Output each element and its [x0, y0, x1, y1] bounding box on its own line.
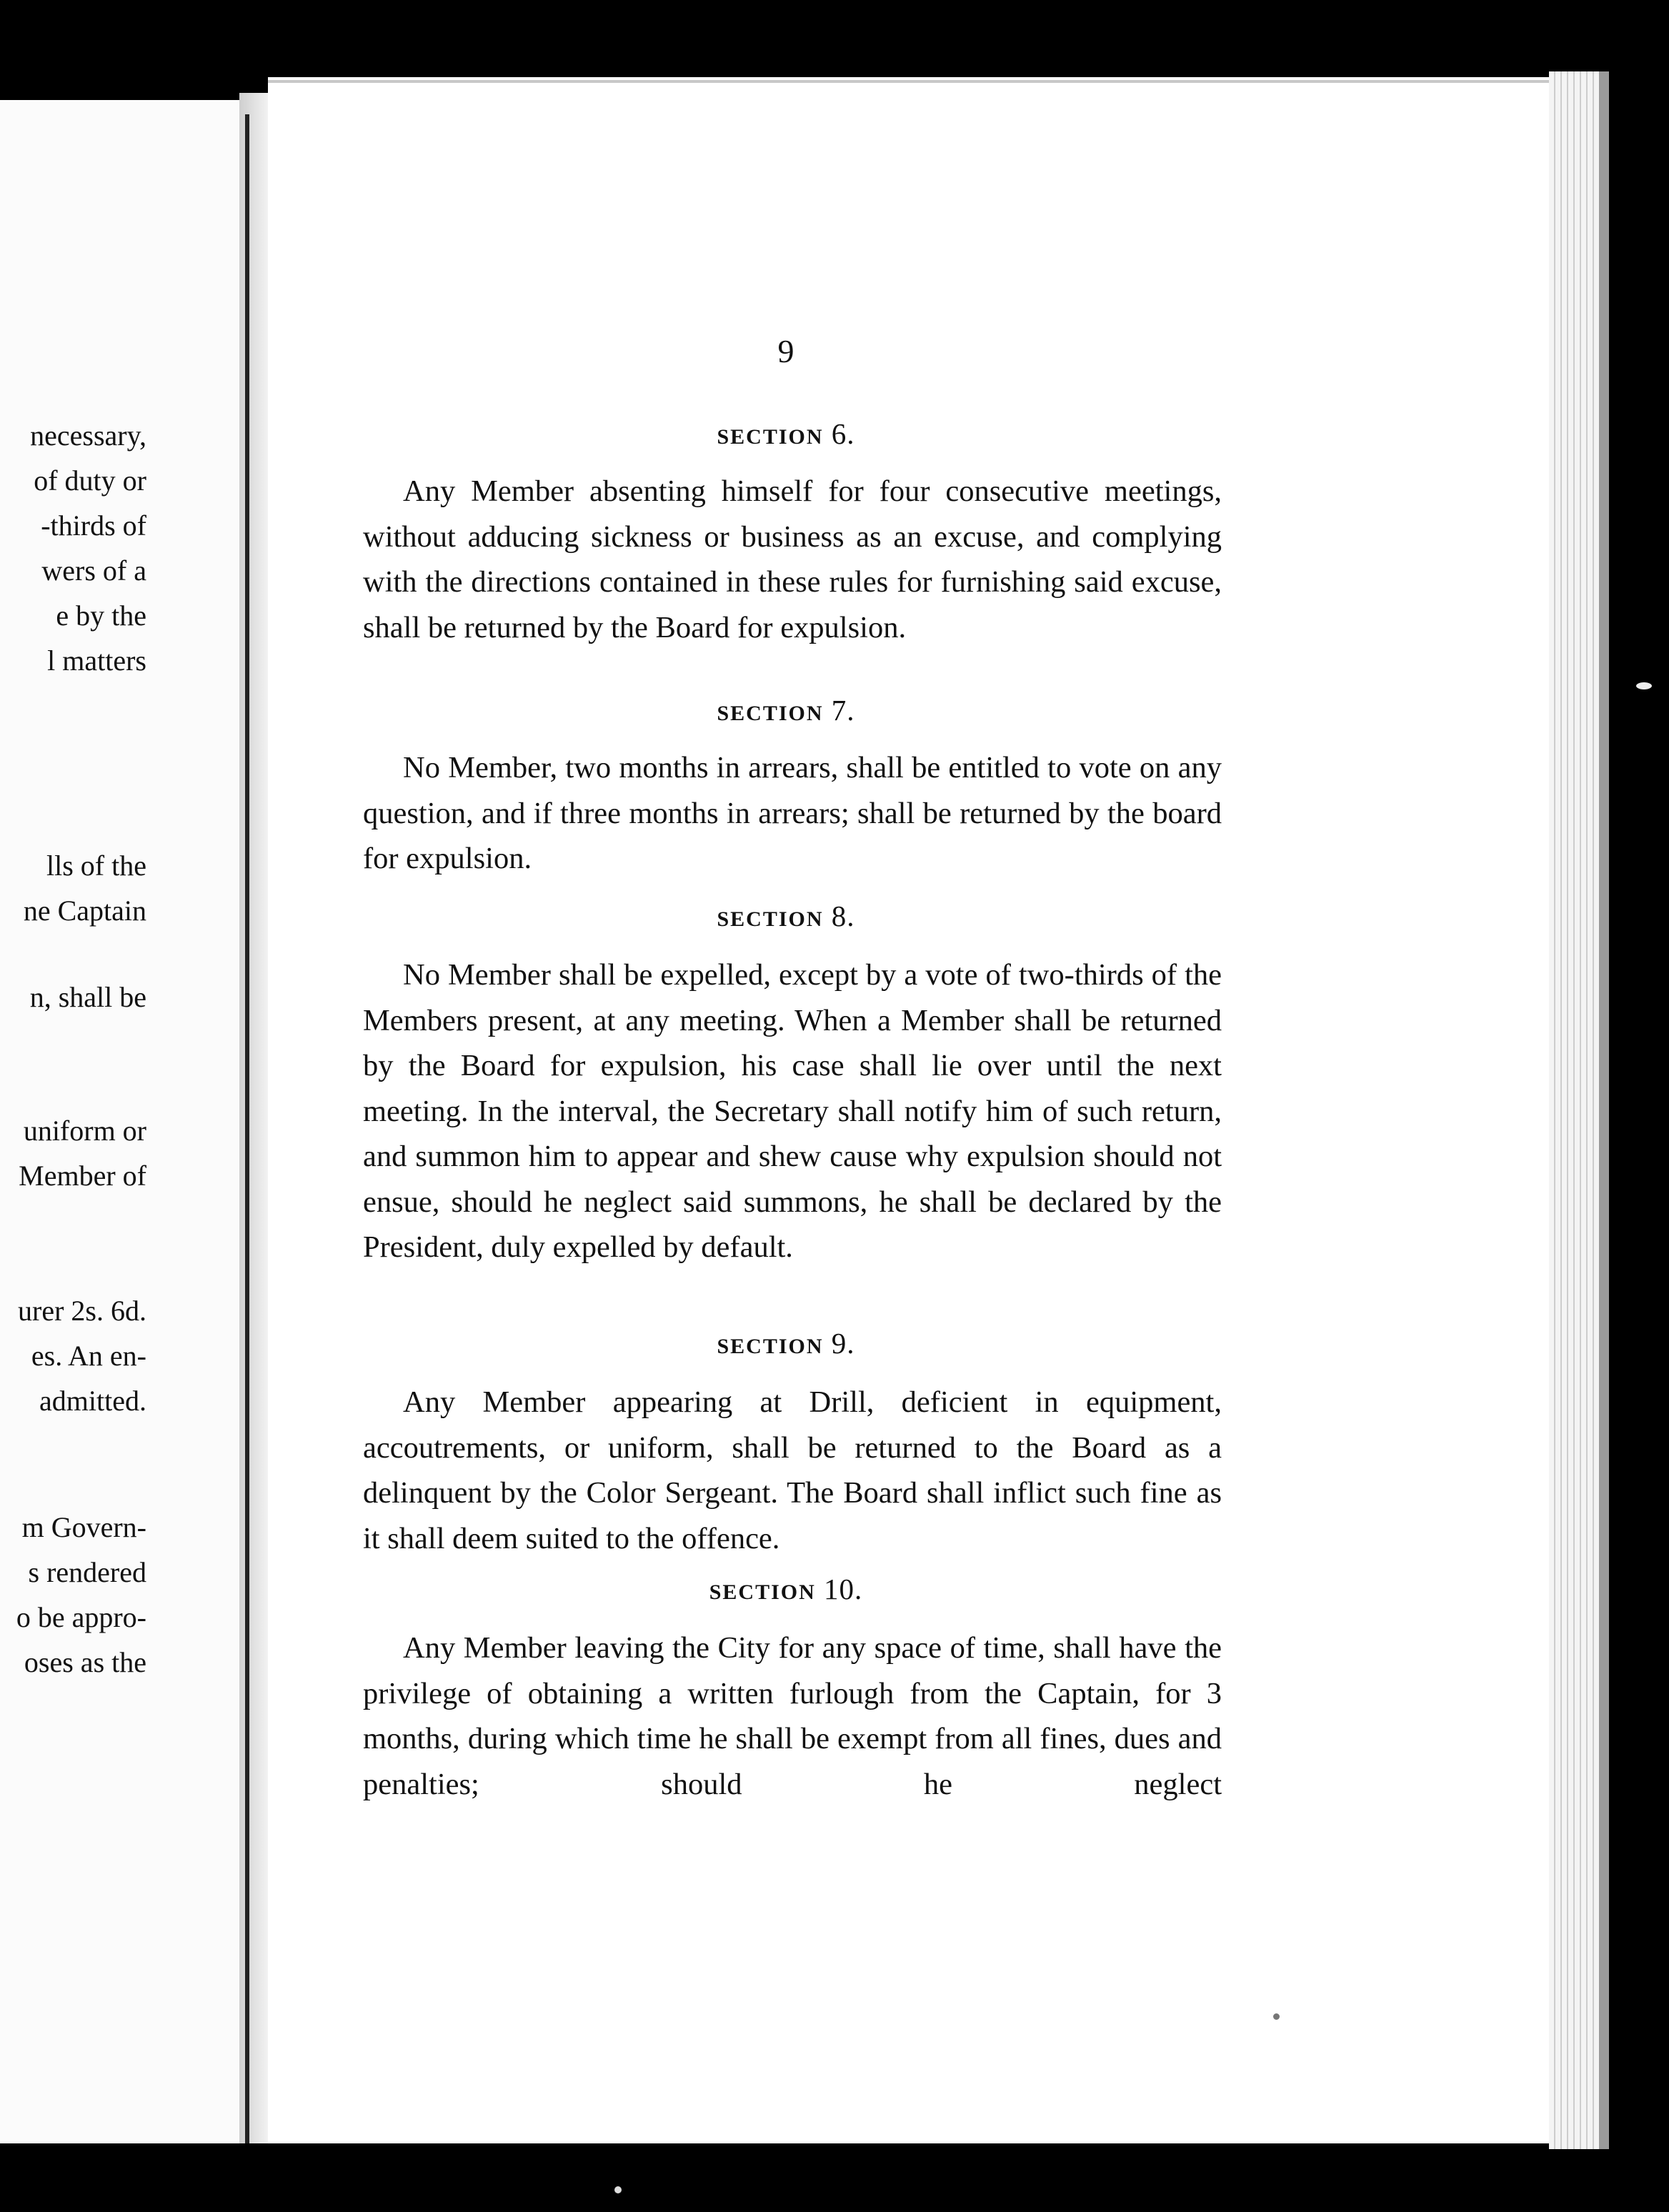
- left-text-fragment: s rendered: [28, 1556, 146, 1588]
- left-text-fragment: o be appro-: [16, 1601, 146, 1633]
- page-stack-edge: [1549, 71, 1599, 2149]
- section-number: 9.: [831, 1327, 855, 1360]
- left-text-fragment: urer 2s. 6d.: [18, 1295, 146, 1327]
- page-edge-shadow: [1599, 71, 1609, 2149]
- section-heading-8: [0, 895, 1572, 933]
- scan-speck: [1273, 2013, 1280, 2020]
- section-number: 6.: [831, 417, 855, 450]
- section-label: SECTION: [717, 702, 824, 725]
- scan-speck: [614, 2186, 622, 2193]
- section-7-text: No Member, two months in arrears, shall be entitled to vote on any question, and if three months in arrears; shall be returned by the board for expulsion.: [363, 751, 1222, 875]
- section-label: SECTION: [717, 1335, 824, 1358]
- section-label: SECTION: [709, 1580, 816, 1604]
- left-text-fragment: es. An en-: [31, 1340, 146, 1372]
- section-heading-10: [0, 1572, 1572, 1606]
- left-text-fragment: Member of: [19, 1160, 146, 1192]
- section-label: SECTION: [717, 425, 824, 449]
- section-10-text: Any Member leaving the City for any space of time, shall have the privilege of obtaining a written furlough from the Captain, for 3 months, during which time he shall be exempt from all fines, dues and penalties; should he neglect: [363, 1631, 1222, 1801]
- left-text-fragment: necessary,: [30, 419, 146, 452]
- left-text-fragment: admitted.: [39, 1385, 146, 1417]
- left-text-fragment: lls of the: [46, 850, 146, 882]
- left-text-fragment: oses as the: [24, 1646, 146, 1678]
- section-number: 8.: [831, 900, 855, 932]
- left-text-fragment: wers of a: [41, 554, 146, 587]
- left-text-fragment: e by the: [56, 599, 146, 632]
- left-text-fragment: ne Captain: [23, 895, 146, 927]
- left-text-fragment: l matters: [47, 644, 146, 677]
- top-edge-rule: [268, 80, 1554, 83]
- left-text-fragment: -thirds of: [41, 509, 146, 542]
- book-gutter: [239, 93, 268, 2143]
- left-text-fragment: of duty or: [34, 464, 146, 497]
- section-label: SECTION: [717, 907, 824, 931]
- section-6-text: Any Member absenting himself for four consecutive meetings, without adducing sickness or business as an excuse, and complying with the directions contained in these rules for furnishing said excuse, shall be returned by the Board for expulsion.: [363, 474, 1222, 644]
- left-text-fragment: n, shall be: [29, 981, 146, 1013]
- section-heading-6: [0, 417, 1572, 451]
- scan-speck: [1636, 682, 1652, 689]
- section-heading-9: [0, 1326, 1572, 1360]
- page-number: 9: [777, 333, 794, 369]
- section-number: 10.: [824, 1573, 863, 1605]
- left-text-fragment: m Govern-: [21, 1511, 146, 1543]
- section-heading-7: [0, 693, 1572, 727]
- left-text-fragment: uniform or: [23, 1115, 146, 1147]
- section-8-text: No Member shall be expelled, except by a vote of two-thirds of the Members present, at any meeting. When a Member shall be returned by the Board for expulsion, his case shall lie over until the next meeting. In the interval, the Secretary shall notify him of such return, and summon him to appear and shew cause why expulsion should not ensue, should he neglect said summons, he shall be declared by the President, duly expelled by default.: [363, 958, 1222, 1264]
- section-9-text: Any Member appearing at Drill, deficient in equipment, accoutrements, or uniform, shall be returned to the Board as a delinquent by the Color Sergeant. The Board shall inflict such fine as it shall deem suited to the offence.: [363, 1385, 1222, 1555]
- section-number: 7.: [831, 694, 855, 727]
- left-facing-page: [0, 100, 239, 2143]
